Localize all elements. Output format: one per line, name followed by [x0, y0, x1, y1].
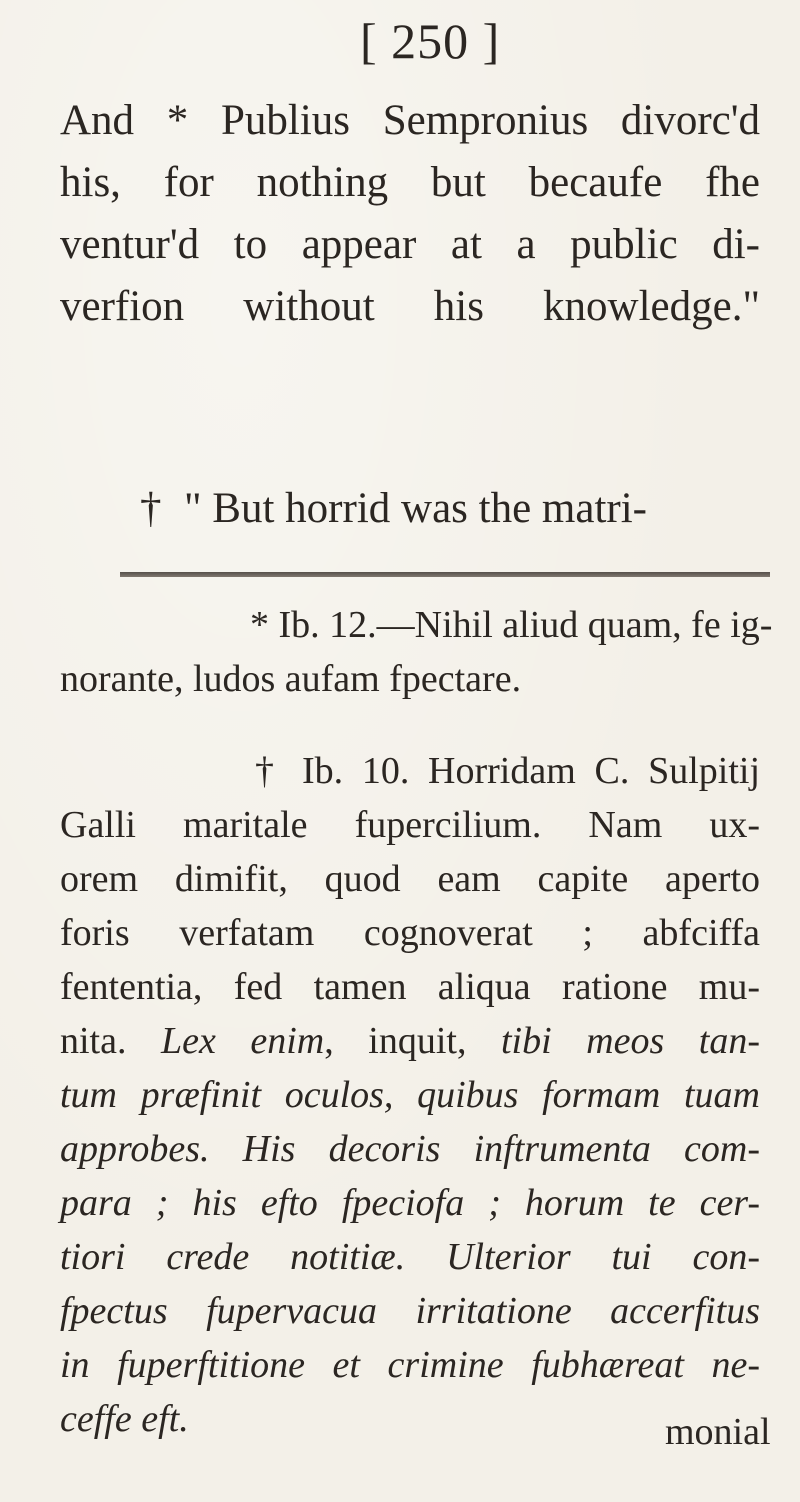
main-text-line: ventur'd to appear at a public di- [60, 221, 760, 268]
footnote-1 [60, 598, 773, 706]
footnote-line: fententia, fed tamen aliqua ratione mu- [60, 966, 760, 1008]
footnote-line: † Ib. 10. Horridam C. Sulpitij [255, 750, 760, 792]
catchword: monial [665, 1411, 771, 1453]
footnote-line: * Ib. 12.—Nihil aliud quam, fe ig- [250, 604, 773, 646]
footnote-line: Galli maritale fupercilium. Nam ux- [60, 804, 760, 846]
footnote-line: norante, ludos aufam fpectare. [60, 658, 522, 700]
footnote-italic-line: fpectus fupervacua irritatione accerfitus [60, 1290, 760, 1332]
footnote-italic-line: tum præfinit oculos, quibus formam tuam [60, 1074, 760, 1116]
footnote-divider [120, 572, 770, 577]
main-text-line: his, for nothing but becaufe fhe [60, 159, 760, 206]
footnote-line: orem dimifit, quod eam capite aperto [60, 858, 760, 900]
dagger-mark: † [140, 485, 162, 532]
footnote-roman-text: , inquit, [324, 1020, 501, 1062]
continuation-line [140, 478, 790, 540]
main-text-line: verfion without his knowledge." [60, 283, 760, 330]
footnote-italic-line: para ; his efto fpeciofa ; horum te cer- [60, 1182, 760, 1224]
footnote-italic-text: tibi meos tan- [500, 1020, 761, 1062]
footnote-italic-line: ceffe eft. [60, 1398, 189, 1440]
main-text-line: And * Publius Sempronius divorc'd [60, 97, 760, 144]
footnote-italic-line: in fuperftitione et crimine fubhæreat ne- [60, 1344, 760, 1386]
footnote-italic-line: approbes. His decoris inftrumenta com- [60, 1128, 760, 1170]
footnote-line: foris verfatam cognoverat ; abfciffa [60, 912, 760, 954]
footnote-italic-line: tiori crede notitiæ. Ulterior tui con- [60, 1236, 760, 1278]
continuation-text: " But horrid was the matri- [184, 485, 647, 532]
footnote-italic-text: Lex enim [161, 1020, 325, 1062]
page-number: [ 250 ] [360, 13, 501, 69]
footnote-line-mixed [60, 1014, 760, 1068]
main-text-block [60, 90, 760, 338]
footnote-2 [60, 744, 760, 1446]
footnote-roman-text: nita. [60, 1020, 161, 1062]
